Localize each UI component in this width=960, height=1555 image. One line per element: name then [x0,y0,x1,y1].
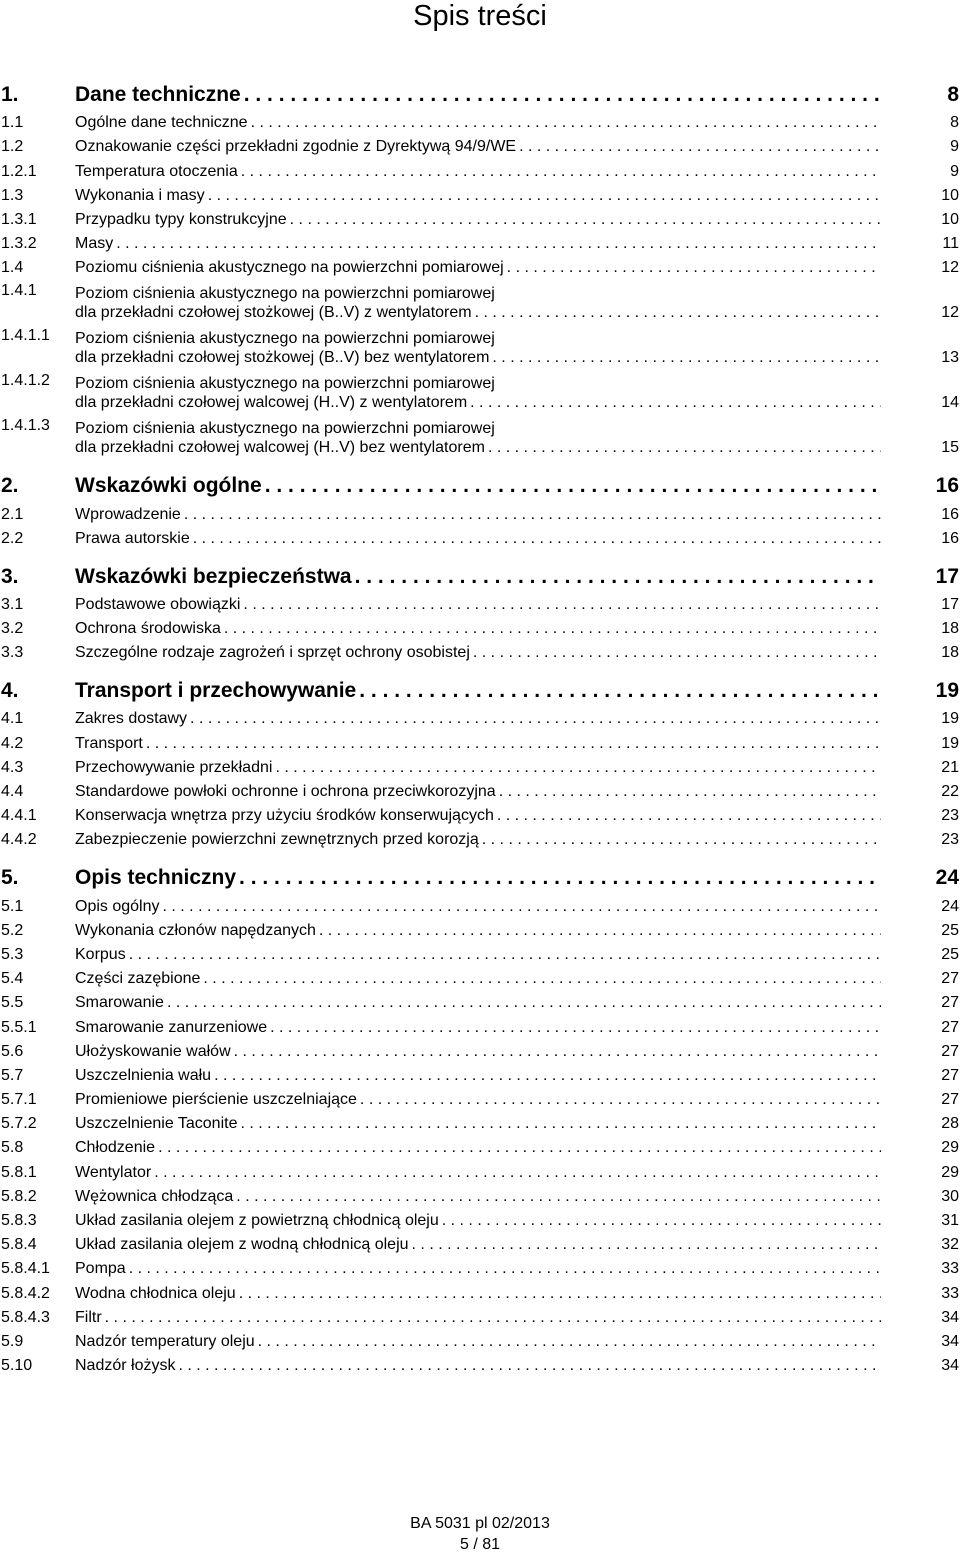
toc-entry-page[interactable]: 22 [941,783,959,800]
toc-entry-title: Smarowanie [75,994,164,1012]
toc-entry-body [75,1284,919,1303]
toc-entry-page[interactable]: 34 [941,1357,959,1375]
toc-entry-title: Poziom ciśnienia akustycznego na powierzchni pomiarowej [75,375,495,393]
toc-entry-page[interactable]: 24 [935,866,959,890]
toc-entry-page[interactable]: 25 [941,921,959,939]
toc-entry-title-continued [75,348,919,367]
toc-entry-title: Wskazówki bezpieczeństwa [75,564,352,588]
toc-entry-title: Opis ogólny [75,897,160,915]
toc-entry-title-continued [75,303,919,322]
toc-entry-row[interactable] [1,1230,959,1254]
toc-entry-body [75,897,919,916]
toc-entry-title: Uszczelnienie Taconite [75,1115,238,1133]
toc-entry-title-line2: dla przekładni czołowej walcowej (H..V) z wentylatorem [75,394,468,412]
dot-leader [319,921,881,940]
toc-entry-page[interactable]: 34 [941,1332,959,1350]
toc-entry-number: 1.4 [1,259,24,277]
toc-entry-page[interactable]: 33 [941,1284,959,1302]
toc-entry-title: Układ zasilania olejem z powietrzną chłodnicą oleju [75,1212,439,1229]
toc-entry-body [75,619,919,638]
toc-entry-number: 1.2 [1,138,24,156]
toc-entry-body [75,865,919,891]
toc-entry-row[interactable] [1,638,959,662]
toc-entry-title: Poziom ciśnienia akustycznego na powierzchni pomiarowej [75,420,495,438]
toc-entry-title: Podstawowe obowiązki [75,595,241,613]
toc-entry-number: 5.8.3 [1,1212,37,1229]
toc-entry-row[interactable] [1,524,959,548]
toc-entry-page[interactable]: 34 [941,1308,959,1326]
toc-entry-title: Przypadku typy konstrukcyjne [75,210,287,228]
toc-entry-page[interactable]: 33 [941,1260,959,1278]
toc-entry-number: 5.3 [1,945,24,963]
toc-entry-page[interactable]: 31 [941,1212,959,1229]
toc-entry-page[interactable]: 10 [941,186,959,204]
toc-entry-row[interactable] [1,499,959,523]
toc-chapter-row[interactable] [1,74,959,108]
toc-entry-row[interactable] [1,253,959,277]
toc-entry-title: Wykonania członów napędzanych [75,921,316,939]
toc-chapter-row[interactable] [1,556,959,590]
toc-entry-title: Ochrona środowiska [75,620,221,638]
toc-entry-body [75,1018,919,1037]
toc-entry-body [75,505,919,524]
toc-entry-number: 1.4.1.2 [1,372,50,390]
dot-leader [154,1163,881,1182]
toc-entry-title: Układ zasilania olejem z wodną chłodnicą oleju [75,1236,409,1254]
toc-entry-page[interactable]: 23 [941,807,959,825]
toc-entry-title: Oznakowanie części przekładni zgodnie z Dyrektywą 94/9/WE [75,138,517,156]
toc-entry-body [75,1187,919,1206]
toc-entry-body [75,1163,919,1182]
toc-entry-body [75,1211,919,1230]
toc-entry-title: Wskazówki ogólne [75,474,262,498]
toc-entry-title: Nadzór łożysk [75,1357,176,1375]
toc-entry-title-line2: dla przekładni czołowej walcowej (H..V) bez wentylatorem [75,439,485,457]
toc-entry-page[interactable]: 16 [941,505,959,523]
toc-entry-body [75,1066,919,1085]
dot-leader [482,830,881,849]
toc-entry-body [75,1090,919,1109]
toc-entry-body [75,162,919,181]
dot-leader [178,1356,881,1375]
toc-entry-number: 5.8.4.1 [1,1260,50,1278]
toc-entry-page[interactable]: 29 [941,1163,959,1181]
toc-entry-title: Wodna chłodnica oleju [75,1284,236,1302]
toc-entry-page[interactable]: 18 [941,620,959,638]
toc-entry-number: 1.3.1 [1,210,37,228]
toc-entry-page[interactable]: 27 [941,970,959,988]
dot-leader [163,897,882,916]
toc-entry-title: Ogólne dane techniczne [75,114,248,132]
toc-entry-body [75,374,919,412]
toc-entry-page[interactable]: 29 [941,1139,959,1157]
toc-entry-title: Wentylator [75,1163,152,1181]
toc-entry-title: Konserwacja wnętrza przy użyciu środków konserwujących [75,807,494,825]
toc-entry-row[interactable] [1,367,959,412]
toc-entry-number: 1.4.1 [1,282,37,300]
page-footer [0,1513,960,1555]
toc-entry-row[interactable] [1,777,959,801]
toc-entry-page[interactable]: 12 [941,304,959,322]
toc-entry-title: Wprowadzenie [75,505,181,523]
toc-entry-page[interactable]: 9 [950,162,959,180]
toc-entry-body [75,709,919,728]
toc-entry-row[interactable] [1,1351,959,1375]
toc-entry-row[interactable] [1,801,959,825]
toc-entry-page[interactable]: 19 [941,710,959,728]
dot-leader [158,1138,881,1157]
toc-entry-title: Poziomu ciśnienia akustycznego na powierzchni pomiarowej [75,259,504,277]
toc-entry-number: 1.1 [1,114,24,132]
toc-entry-number: 5.8.2 [1,1187,37,1205]
toc-entry-row[interactable] [1,1303,959,1327]
dot-leader [129,1259,881,1278]
toc-entry-title: Prawa autorskie [75,529,190,547]
toc-entry-row[interactable] [1,108,959,132]
toc-entry-page[interactable]: 18 [941,644,959,662]
section-gap [1,548,959,556]
toc-entry-page[interactable]: 23 [941,831,959,849]
toc-entry-number: 2.2 [1,529,24,547]
toc-entry-body [75,921,919,940]
toc-entry-title: Wykonania i masy [75,186,205,204]
toc-entry-title: Temperatura otoczenia [75,162,238,180]
toc-chapter-row[interactable] [1,670,959,704]
toc-entry-body [75,1308,919,1327]
toc-entry-row[interactable] [1,277,959,322]
toc-entry-body [75,473,919,499]
table-of-contents [1,74,959,1375]
toc-entry-row[interactable] [1,1133,959,1157]
toc-entry-body [75,284,919,322]
toc-entry-title: Dane techniczne [75,83,241,106]
toc-entry-number: 1.3.2 [1,235,37,253]
toc-entry-row[interactable] [1,1182,959,1206]
toc-entry-body [75,137,919,156]
toc-entry-page[interactable]: 12 [941,259,959,277]
toc-entry-number: 5.7.1 [1,1091,37,1109]
toc-entry-number: 5. [1,866,19,890]
dot-leader [203,969,881,988]
toc-entry-body [75,1356,919,1375]
dot-leader [234,1042,881,1061]
toc-entry-number: 4.3 [1,758,24,776]
toc-entry-body [75,1332,919,1351]
toc-entry-title: Poziom ciśnienia akustycznego na powierzchni pomiarowej [75,330,495,348]
dot-leader [290,210,881,229]
dot-leader [275,758,881,777]
toc-entry-body [75,1138,919,1157]
toc-entry-title-continued [75,438,919,457]
toc-entry-title: Standardowe powłoki ochronne i ochrona przeciwkorozyjna [75,783,496,800]
dot-leader [224,619,881,638]
toc-entry-title: Ułożyskowanie wałów [75,1042,231,1060]
toc-entry-row[interactable] [1,1037,959,1061]
toc-entry-title: Poziom ciśnienia akustycznego na powierzchni pomiarowej [75,285,495,303]
dot-leader [184,505,881,524]
dot-leader [270,1018,881,1037]
toc-entry-page[interactable]: 8 [947,83,959,106]
dot-leader [265,473,881,499]
toc-entry-number: 2. [1,474,19,498]
dot-leader [190,709,881,728]
dot-leader [412,1235,881,1254]
toc-entry-title: Zakres dostawy [75,710,188,728]
toc-entry-number: 1. [1,83,19,106]
toc-entry-body [75,806,919,825]
toc-entry-title: Filtr [75,1308,102,1326]
dot-leader [473,643,881,662]
toc-entry-body [75,595,919,614]
page-counter: 5 / 81 [459,1536,501,1553]
toc-entry-number: 5.4 [1,970,24,988]
toc-entry-body [75,1042,919,1061]
toc-entry-number: 5.8 [1,1139,24,1157]
toc-entry-row[interactable] [1,1327,959,1351]
toc-entry-row[interactable] [1,1085,959,1109]
toc-entry-number: 1.3 [1,186,24,204]
toc-entry-row[interactable] [1,704,959,728]
toc-entry-body [75,643,919,662]
toc-chapter-row[interactable] [1,465,959,499]
toc-entry-title: Nadzór temperatury oleju [75,1332,255,1350]
dot-leader [488,438,881,457]
toc-entry-number: 4.4.2 [1,831,37,849]
toc-entry-number: 5.8.4.3 [1,1308,50,1326]
dot-leader [258,1332,881,1351]
toc-entry-body [75,113,919,132]
toc-entry-row[interactable] [1,1254,959,1278]
toc-entry-title: Szczególne rodzaje zagrożeń i sprzęt ochrony osobistej [75,644,470,662]
toc-entry-number: 1.4.1.1 [1,327,50,345]
toc-entry-page[interactable]: 21 [941,758,959,776]
toc-entry-title-continued [75,393,919,412]
toc-entry-page[interactable]: 13 [941,349,959,367]
toc-entry-page[interactable]: 28 [941,1115,959,1133]
toc-entry-page[interactable]: 14 [941,394,959,412]
toc-entry-body [75,329,919,367]
toc-entry-number: 5.8.1 [1,1163,37,1181]
toc-entry-page[interactable]: 17 [941,595,959,613]
dot-leader [359,678,881,704]
toc-entry-row[interactable] [1,1061,959,1085]
toc-entry-page[interactable]: 9 [950,138,959,156]
toc-entry-title: Transport [75,734,143,752]
toc-entry-page[interactable]: 16 [935,474,959,498]
toc-entry-page[interactable]: 27 [941,1066,959,1084]
toc-entry-number: 5.7 [1,1066,24,1084]
dot-leader [193,529,881,548]
toc-entry-body [75,1114,919,1133]
toc-entry-title: Chłodzenie [75,1139,156,1157]
dot-leader [105,1308,881,1327]
toc-entry-body [75,734,919,753]
toc-entry-number: 5.5.1 [1,1018,37,1036]
toc-entry-body [75,258,919,277]
toc-entry-number: 5.8.4 [1,1236,37,1254]
toc-entry-number: 4.1 [1,710,24,728]
toc-entry-row[interactable] [1,964,959,988]
dot-leader [499,782,881,801]
toc-entry-page[interactable]: 25 [941,945,959,963]
toc-chapter-row[interactable] [1,857,959,891]
toc-entry-body [75,758,919,777]
toc-entry-body [75,830,919,849]
toc-entry-body [75,945,919,964]
dot-leader [241,162,881,181]
dot-leader [475,303,881,322]
toc-entry-page[interactable]: 30 [941,1187,959,1205]
toc-entry-row[interactable] [1,590,959,614]
dot-leader [497,806,881,825]
toc-entry-title: Transport i przechowywanie [75,679,357,703]
toc-entry-body [75,234,919,253]
toc-entry-page[interactable]: 11 [942,235,959,253]
toc-entry-page[interactable]: 15 [941,439,959,457]
toc-entry-number: 3.2 [1,620,24,638]
toc-entry-number: 5.8.4.2 [1,1284,50,1302]
toc-entry-number: 5.7.2 [1,1115,37,1133]
toc-entry-title: Smarowanie zanurzeniowe [75,1018,268,1036]
toc-entry-title: Zabezpieczenie powierzchni zewnętrznych przed korozją [75,831,479,849]
toc-entry-row[interactable] [1,132,959,156]
toc-entry-number: 4. [1,679,19,703]
dot-leader [239,1284,881,1303]
toc-entry-row[interactable] [1,229,959,253]
toc-entry-number: 4.4 [1,783,24,800]
toc-entry-page[interactable]: 19 [935,679,959,703]
toc-entry-page[interactable]: 17 [935,564,959,588]
dot-leader [239,865,881,891]
dot-leader [442,1211,881,1230]
toc-entry-title: Pompa [75,1260,126,1278]
dot-leader [470,393,881,412]
toc-entry-title-line2: dla przekładni czołowej stożkowej (B..V) z wentylatorem [75,304,472,322]
toc-entry-body [75,993,919,1012]
toc-entry-row[interactable] [1,412,959,457]
toc-entry-title: Promieniowe pierścienie uszczelniające [75,1091,357,1109]
toc-entry-title: Części zazębione [75,970,201,988]
toc-entry-number: 5.2 [1,921,24,939]
toc-entry-row[interactable] [1,1109,959,1133]
dot-leader [236,1187,881,1206]
toc-entry-page[interactable]: 27 [941,1091,959,1109]
dot-leader [244,82,881,108]
toc-entry-number: 1.2.1 [1,162,37,180]
dot-leader [146,734,881,753]
toc-entry-row[interactable] [1,205,959,229]
toc-entry-row[interactable] [1,181,959,205]
toc-entry-body [75,969,919,988]
dot-leader [360,1090,881,1109]
toc-entry-number: 4.2 [1,734,24,752]
toc-entry-row[interactable] [1,614,959,638]
toc-entry-row[interactable] [1,322,959,367]
dot-leader [507,258,881,277]
toc-entry-row[interactable] [1,753,959,777]
toc-entry-number: 5.10 [1,1357,33,1375]
toc-entry-number: 5.6 [1,1042,24,1060]
dot-leader [251,113,881,132]
toc-entry-row[interactable] [1,1157,959,1181]
toc-entry-row[interactable] [1,728,959,752]
toc-entry-row[interactable] [1,891,959,915]
toc-entry-title-line2: dla przekładni czołowej stożkowej (B..V) bez wentylatorem [75,349,490,367]
toc-entry-row[interactable] [1,940,959,964]
toc-entry-page[interactable]: 19 [941,734,959,752]
toc-entry-number: 1.4.1.3 [1,417,50,435]
toc-entry-number: 5.9 [1,1332,24,1350]
toc-entry-body [75,678,919,704]
toc-entry-number: 3.1 [1,595,24,613]
toc-entry-number: 3. [1,564,19,588]
toc-entry-title: Opis techniczny [75,866,237,890]
dot-leader [167,993,881,1012]
toc-entry-title: Korpus [75,945,126,963]
toc-entry-row[interactable] [1,825,959,849]
toc-entry-page[interactable]: 27 [941,1018,959,1036]
toc-entry-row[interactable] [1,916,959,940]
toc-entry-body [75,1235,919,1254]
document-code: BA 5031 pl 02/2013 [410,1515,550,1532]
section-gap [1,662,959,670]
toc-entry-body [75,782,919,801]
toc-entry-body [75,210,919,229]
toc-entry-title: Uszczelnienia wału [75,1066,212,1084]
toc-entry-page[interactable]: 32 [941,1236,959,1254]
toc-entry-row[interactable] [1,1012,959,1036]
toc-entry-row[interactable] [1,156,959,180]
toc-entry-title: Wężownica chłodząca [75,1187,234,1205]
toc-entry-body [75,186,919,205]
toc-entry-number: 3.3 [1,644,24,662]
toc-entry-page[interactable]: 27 [941,1042,959,1060]
dot-leader [116,234,881,253]
toc-entry-page[interactable]: 8 [950,114,959,132]
toc-entry-title: Masy [75,235,114,253]
dot-leader [243,595,881,614]
toc-entry-row[interactable] [1,988,959,1012]
toc-entry-number: 4.4.1 [1,807,37,825]
toc-entry-body [75,564,919,590]
toc-entry-number: 5.5 [1,994,24,1012]
toc-entry-body [75,529,919,548]
toc-entry-row[interactable] [1,1278,959,1302]
toc-entry-page[interactable]: 27 [941,994,959,1012]
section-gap [1,457,959,465]
toc-entry-body [75,1259,919,1278]
toc-entry-page[interactable]: 10 [941,210,959,228]
dot-leader [208,186,881,205]
toc-entry-page[interactable]: 16 [941,529,959,547]
section-gap [1,849,959,857]
dot-leader [519,137,881,156]
dot-leader [129,945,881,964]
toc-entry-row[interactable] [1,1206,959,1230]
toc-entry-page[interactable]: 24 [941,897,959,915]
toc-entry-body [75,419,919,457]
dot-leader [355,564,881,590]
dot-leader [492,348,881,367]
toc-entry-body [75,82,919,108]
dot-leader [214,1066,881,1085]
toc-entry-title: Przechowywanie przekładni [75,758,273,776]
toc-entry-number: 5.1 [1,897,24,915]
page-title: Spis treści [413,0,547,32]
toc-entry-number: 2.1 [1,505,24,523]
dot-leader [240,1114,881,1133]
